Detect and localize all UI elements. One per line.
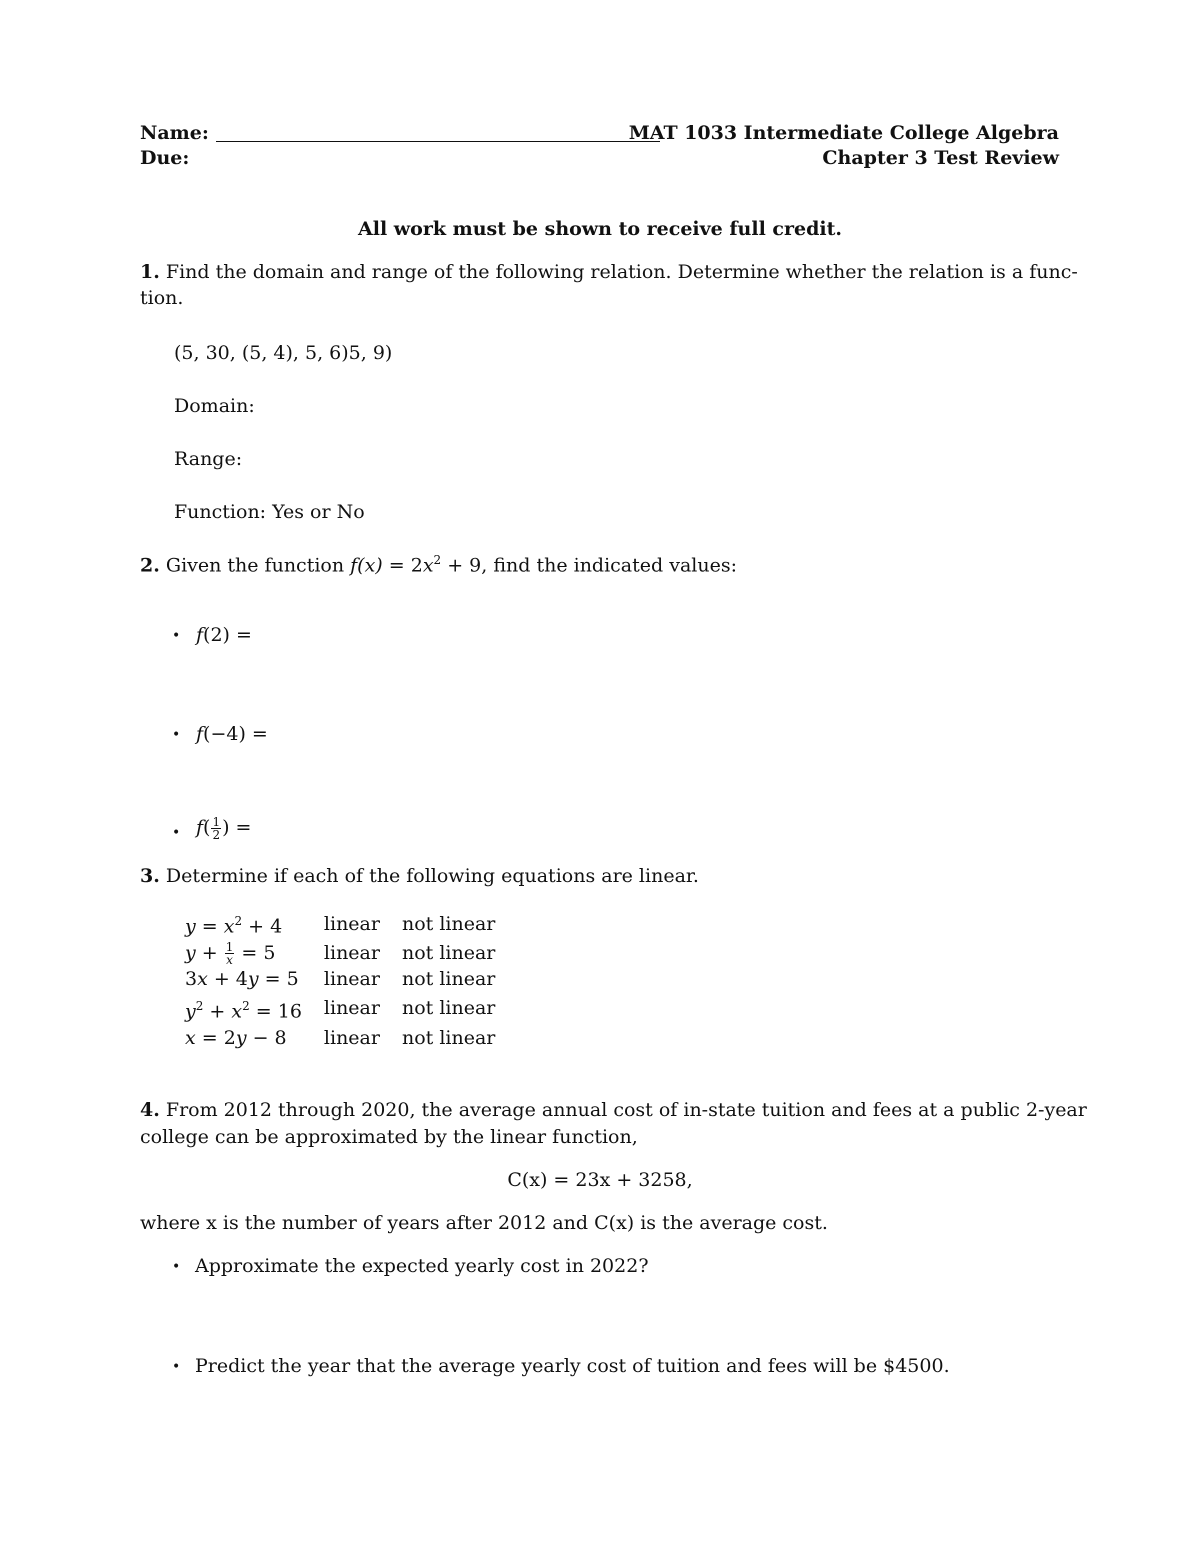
q2-item-2 <box>196 723 268 745</box>
q1-number: 1. <box>140 261 160 283</box>
option-not-linear[interactable]: not linear <box>401 968 496 991</box>
q1-text: Find the domain and range of the following relation. Determine whether the relation is a func- <box>165 261 1078 283</box>
q2-item-arg: (2) = <box>203 624 252 646</box>
q2-function-lhs: f(x) <box>350 554 383 577</box>
option-not-linear[interactable]: not linear <box>401 1026 496 1049</box>
table-row <box>185 940 517 967</box>
table-row <box>185 993 517 1025</box>
q2-item-fn: f <box>196 723 204 745</box>
option-linear[interactable]: linear <box>323 912 380 935</box>
q2-item-fn: f <box>196 816 204 839</box>
equation: $y^2 + x^2 = 16$ <box>185 998 302 1023</box>
q3-description: Determine if each of the following equations are linear. <box>165 865 699 887</box>
fraction-denominator: 2 <box>212 828 221 842</box>
q2-text <box>140 553 737 576</box>
equation: 3x + 4y = 5 <box>185 968 299 991</box>
option-not-linear[interactable]: not linear <box>401 912 496 935</box>
q2-function-exp: 2 <box>433 553 442 567</box>
q1-text-line1 <box>140 261 1078 283</box>
q3-number: 3. <box>140 865 160 887</box>
chapter-title: Chapter 3 Test Review <box>822 147 1059 169</box>
q4-bullet-2: Predict the year that the average yearly cost of tuition and fees will be $4500. <box>195 1355 950 1377</box>
name-blank-line[interactable] <box>216 141 660 142</box>
equation: x = 2y − 8 <box>185 1026 287 1049</box>
q2-item-3: f( $\frac{1}{2}$ ) = <box>196 815 252 842</box>
equation: $y = x^2 + 4$ <box>185 914 283 938</box>
option-linear[interactable]: linear <box>323 1026 380 1049</box>
q1-function-label: Function: Yes or No <box>174 501 365 523</box>
q4-where-line: where x is the number of years after 2012 and C(x) is the average cost. <box>140 1212 828 1234</box>
option-linear[interactable]: linear <box>323 997 380 1020</box>
q4-bullet-1: Approximate the expected yearly cost in 2022? <box>195 1255 649 1277</box>
instructions: All work must be shown to receive full credit. <box>358 218 842 240</box>
q2-text-after: , find the indicated values: <box>481 554 737 577</box>
bullet-icon: • <box>172 1359 181 1375</box>
q1-range-label: Range: <box>174 448 243 470</box>
linearity-table <box>185 908 517 1051</box>
q4-formula: C(x) = 23x + 3258, <box>507 1169 693 1191</box>
q1-domain-label: Domain: <box>174 395 255 417</box>
option-not-linear[interactable]: not linear <box>401 941 496 964</box>
q2-item-arg: (−4) = <box>203 723 268 745</box>
q4-text: From 2012 through 2020, the average annual cost of in-state tuition and fees at a public 2-year <box>165 1099 1087 1121</box>
q2-item-1 <box>196 624 252 646</box>
option-not-linear[interactable]: not linear <box>401 997 496 1020</box>
option-linear[interactable]: linear <box>323 968 380 991</box>
bullet-icon: • <box>172 1259 181 1275</box>
table-row <box>185 908 517 940</box>
bullet-icon: • <box>172 825 181 841</box>
q1-text-line2: tion. <box>140 287 184 309</box>
due-label: Due: <box>140 147 190 169</box>
q3-text <box>140 865 699 887</box>
fraction <box>211 816 221 841</box>
name-label: Name: <box>140 122 209 144</box>
q2-text-before: Given the function <box>165 554 351 577</box>
option-linear[interactable]: linear <box>323 941 380 964</box>
q2-item-tail: ) = <box>222 816 252 839</box>
table-row <box>185 1025 517 1052</box>
equation: y + $\frac{1}{x}$ = 5 <box>185 940 276 968</box>
course-title: MAT 1033 Intermediate College Algebra <box>628 122 1059 144</box>
q2-number: 2. <box>140 554 160 577</box>
q1-relation: (5, 30, (5, 4), 5, 6)5, 9) <box>174 342 393 364</box>
q2-function-tail: + 9 <box>441 554 482 577</box>
bullet-icon: • <box>172 628 181 644</box>
q4-text-line2: college can be approximated by the linear function, <box>140 1126 638 1148</box>
q4-number: 4. <box>140 1099 160 1121</box>
q2-function-eq: = 2 <box>382 554 423 577</box>
bullet-icon: • <box>172 727 181 743</box>
q4-text-line1 <box>140 1099 1087 1121</box>
q2-function-var: x <box>422 554 434 577</box>
table-row <box>185 966 517 993</box>
fraction-numerator: 1 <box>212 815 221 829</box>
q2-item-fn: f <box>196 624 204 646</box>
